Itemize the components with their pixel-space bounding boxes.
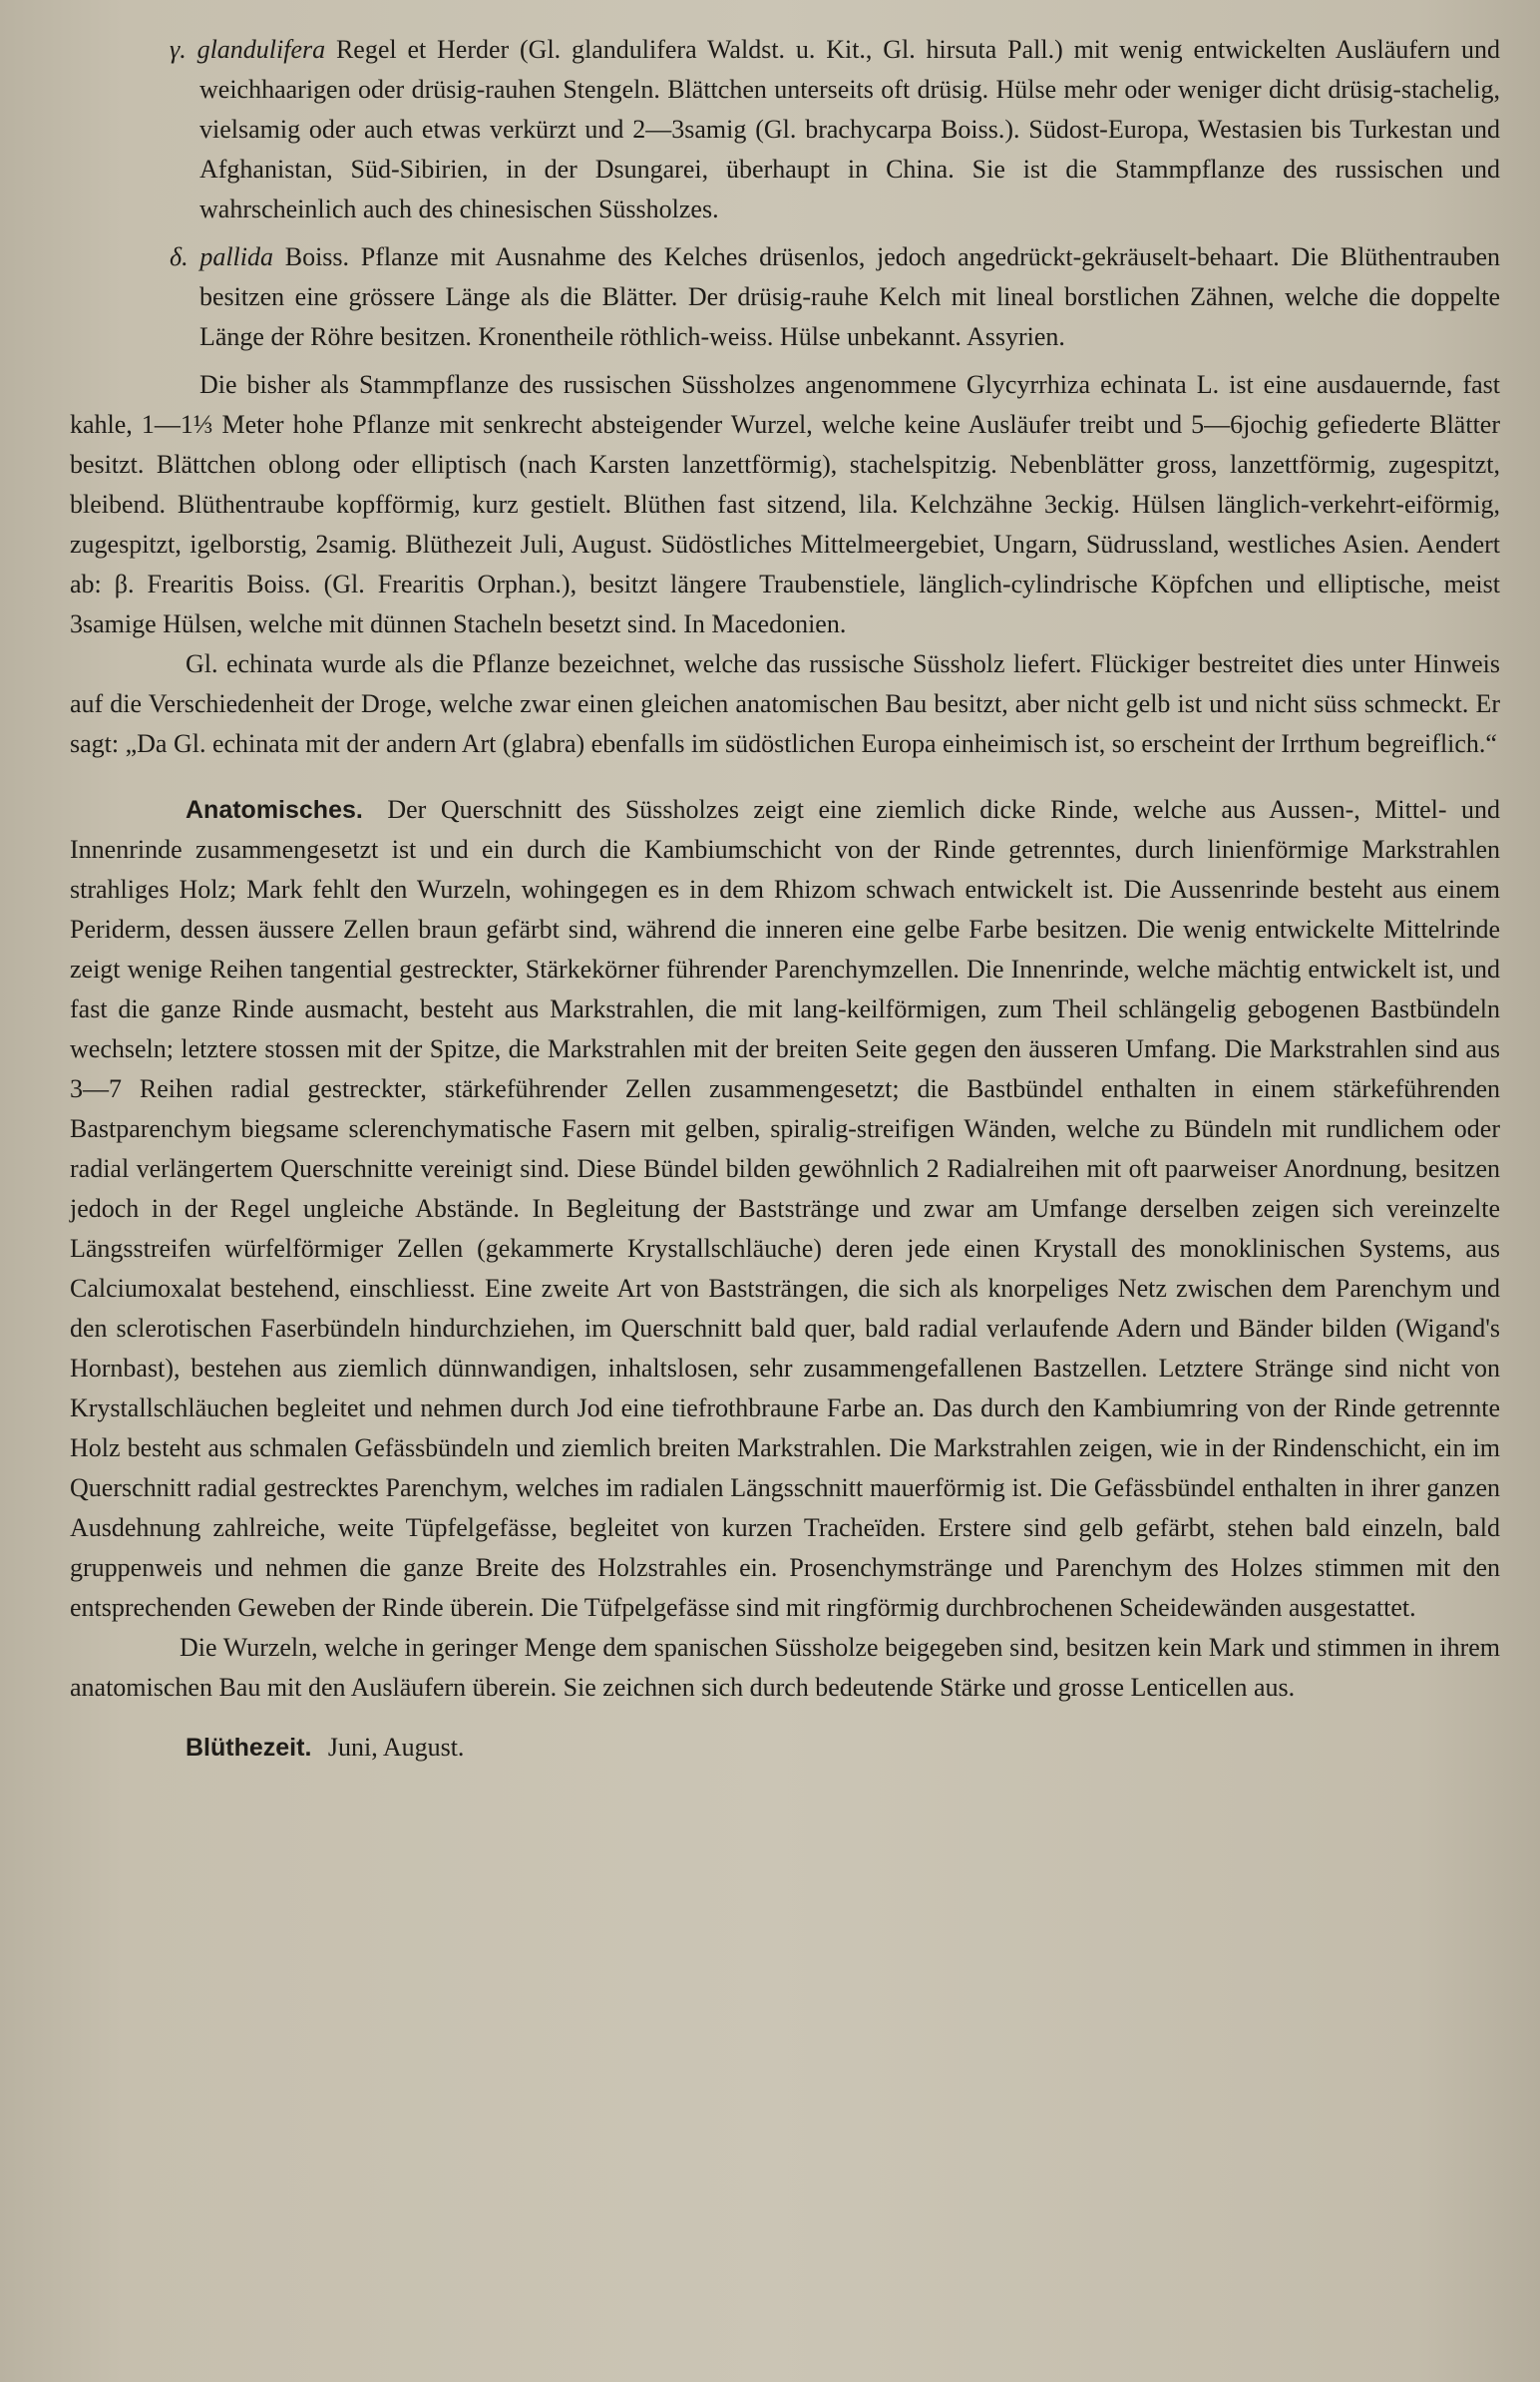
variety-pallida	[70, 237, 1500, 357]
variety-name: pallida	[199, 242, 273, 271]
variety-text: Regel et Herder (Gl. glandulifera Waldst. u. Kit., Gl. hirsuta Pall.) mit wenig entwickelten Ausläufern und weichhaarigen oder drüsig-rauhen Stengeln. Blättchen unterseits oft drüsig. Hülse mehr oder weniger dicht drüsig-stachelig, vielsamig oder auch etwas verkürzt und 2—3samig (Gl. brachycarpa Boiss.). Südost-Europa, Westasien bis Turkestan und Afghanistan, Süd-Sibirien, in der Dsungarei, überhaupt in China. Sie ist die Stammpflanze des russischen und wahrscheinlich auch des chinesischen Süssholzes.	[199, 35, 1501, 223]
section-anatomisches	[70, 790, 1500, 1628]
section-text: Juni, August.	[327, 1733, 465, 1762]
paragraph-echinata-description: Die bisher als Stammpflanze des russischen Süssholzes angenommene Glycyrrhiza echinata L. ist eine ausdauernde, fast kahle, 1—1⅓ Meter hohe Pflanze mit senkrecht absteigender Wurzel, welche keine Ausläufer treibt und 5—6jochig gefiederte Blätter besitzt. Blättchen oblong oder elliptisch (nach Karsten lanzettförmig), stachelspitzig. Nebenblätter gross, lanzettförmig, zugespitzt, bleibend. Blüthentraube kopfförmig, kurz gestielt. Blüthen fast sitzend, lila. Kelchzähne 3eckig. Hülsen länglich-verkehrt-eiförmig, zugespitzt, igelborstig, 2samig. Blüthezeit Juli, August. Südöstliches Mittelmeergebiet, Ungarn, Südrussland, westliches Asien. Aendert ab: β. Frearitis Boiss. (Gl. Frearitis Orphan.), besitzt längere Traubenstiele, länglich-cylindrische Köpfchen und elliptische, meist 3samige Hülsen, welche mit dünnen Stacheln besetzt sind. In Macedonien.	[70, 370, 1500, 638]
section-heading: Blüthezeit.	[186, 1734, 312, 1762]
variety-glandulifera	[70, 30, 1500, 229]
variety-name: glandulifera	[196, 35, 326, 64]
variety-text: Boiss. Pflanze mit Ausnahme des Kelches drüsenlos, jedoch angedrückt-gekräuselt-behaart. Die Blüthentrauben besitzen eine grössere Länge als die Blätter. Der drüsig-rauhe Kelch mit lineal borstlichen Zähnen, welche die doppelte Länge der Röhre besitzen. Kronentheile röthlich-weiss. Hülse unbekannt. Assyrien.	[199, 242, 1501, 351]
section-bluethezeit	[70, 1728, 1500, 1768]
paragraph-flueckiger: Gl. echinata wurde als die Pflanze bezeichnet, welche das russische Süssholz liefert. Flückiger bestreitet dies unter Hinweis auf die Verschiedenheit der Droge, welche zwar einen gleichen anatomischen Bau besitzt, aber nicht gelb ist und nicht süss schmeckt. Er sagt: „Da Gl. echinata mit der andern Art (glabra) ebenfalls im südöstlichen Europa einheimisch ist, so erscheint der Irrthum begreiflich.“	[70, 649, 1500, 758]
section-heading: Anatomisches.	[186, 796, 363, 824]
section-text: Der Querschnitt des Süssholzes zeigt eine ziemlich dicke Rinde, welche aus Aussen-, Mittel- und Innenrinde zusammengesetzt ist und ein durch die Kambiumschicht von der Rinde getrenntes, durch linienförmige Markstrahlen strahliges Holz; Mark fehlt den Wurzeln, wohingegen es in dem Rhizom schwach entwickelt ist. Die Aussenrinde besteht aus einem Periderm, dessen äussere Zellen braun gefärbt sind, während die inneren eine gelbe Farbe besitzen. Die wenig entwickelte Mittelrinde zeigt wenige Reihen tangential gestreckter, Stärkekörner führender Parenchymzellen. Die Innenrinde, welche mächtig entwickelt ist, und fast die ganze Rinde ausmacht, besteht aus Markstrahlen, die mit lang-keilförmigen, zum Theil schlängelig gebogenen Bastbündeln wechseln; letztere stossen mit der Spitze, die Markstrahlen mit der breiten Seite gegen den äusseren Umfang. Die Markstrahlen sind aus 3—7 Reihen radial gestreckter, stärkeführender Zellen zusammengesetzt; die Bastbündel enthalten in einem stärkeführenden Bastparenchym biegsame sclerenchymatische Fasern mit gelben, spiralig-streifigen Wänden, welche zu Bündeln mit rundlichem oder radial verlängertem Querschnitte vereinigt sind. Diese Bündel bilden gewöhnlich 2 Radialreihen mit oft paarweiser Anordnung, besitzen jedoch in der Regel ungleiche Abstände. In Begleitung der Baststränge und zwar am Umfange derselben zeigen sich vereinzelte Längsstreifen würfelförmiger Zellen (gekammerte Krystallschläuche) deren jede einen Krystall des monoklinischen Systems, aus Calciumoxalat bestehend, einschliesst. Eine zweite Art von Baststrängen, die sich als knorpeliges Netz zwischen dem Parenchym und den sclerotischen Faserbündeln hindurchziehen, im Querschnitt bald quer, bald radial verlaufende Adern und Bänder bilden (Wigand's Hornbast), bestehen aus ziemlich dünnwandigen, inhaltslosen, sehr zusammengefallenen Bastzellen. Letztere Stränge sind nicht von Krystallschläuchen begleitet und nehmen durch Jod eine tiefrothbraune Farbe an. Das durch den Kambiumring von der Rinde getrennte Holz besteht aus schmalen Gefässbündeln und ziemlich breiten Markstrahlen. Die Markstrahlen zeigen, wie in der Rindenschicht, ein im Querschnitt radial gestrecktes Parenchym, welches im radialen Längsschnitt mauerförmig ist. Die Gefässbündel enthalten in ihrer ganzen Ausdehnung zahlreiche, weite Tüpfelgefässe, begleitet von kurzen Tracheïden. Erstere sind gelb gefärbt, stehen bald einzeln, bald gruppenweis und nehmen die ganze Breite des Holzstrahles ein. Prosenchymstränge und Parenchym des Holzes stimmen mit den entsprechenden Geweben der Rinde überein. Die Tüfpelgefässe sind mit ringförmig durchbrochenen Scheidewänden ausgestattet.	[70, 795, 1501, 1622]
variety-letter: δ.	[170, 242, 189, 271]
variety-letter: γ.	[170, 35, 187, 64]
paragraph-wurzeln: Die Wurzeln, welche in geringer Menge dem spanischen Süssholze beigegeben sind, besitzen kein Mark und stimmen in ihrem anatomischen Bau mit den Ausläufern überein. Sie zeichnen sich durch bedeutende Stärke und grosse Lenticellen aus.	[70, 1633, 1500, 1702]
